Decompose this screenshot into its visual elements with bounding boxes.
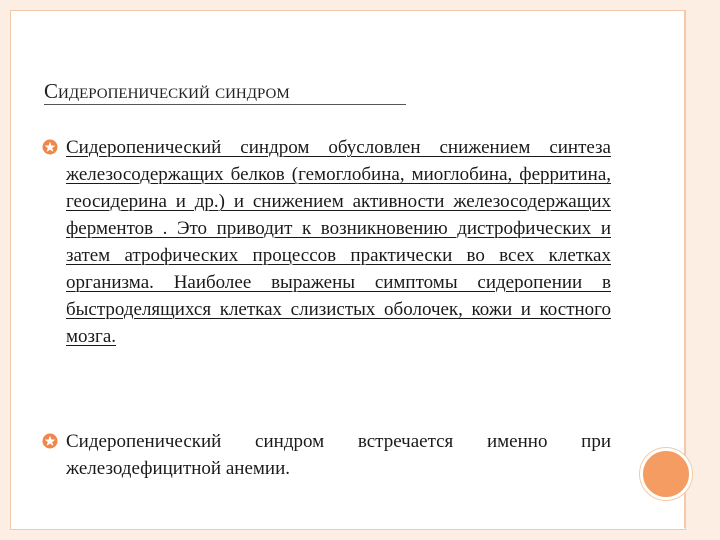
orange-circle-decoration — [640, 448, 692, 500]
bullet-text-2: Сидеропенический синдром встречается именно при железодефицитной анемии. — [66, 431, 611, 479]
slide-right-border — [684, 10, 685, 528]
slide-title: Сидеропенический синдром — [44, 79, 290, 103]
bullet-text-1: Сидеропенический синдром обусловлен снижением синтеза железосодержащих белков (гемоглобина, миоглобина, ферритина, геосидерина и др.) и снижением активности железосодержащих ферментов . Это приводит к возникновению дистрофических и затем атрофических процессов практически во всех клетках организма. Наиболее выражены симптомы сидеропении в быстроделящихся клетках слизистых оболочек, кожи и костного мозга. — [66, 137, 611, 347]
title-underline — [44, 104, 406, 105]
star-bullet-icon — [42, 139, 58, 155]
star-bullet-icon — [42, 433, 58, 449]
